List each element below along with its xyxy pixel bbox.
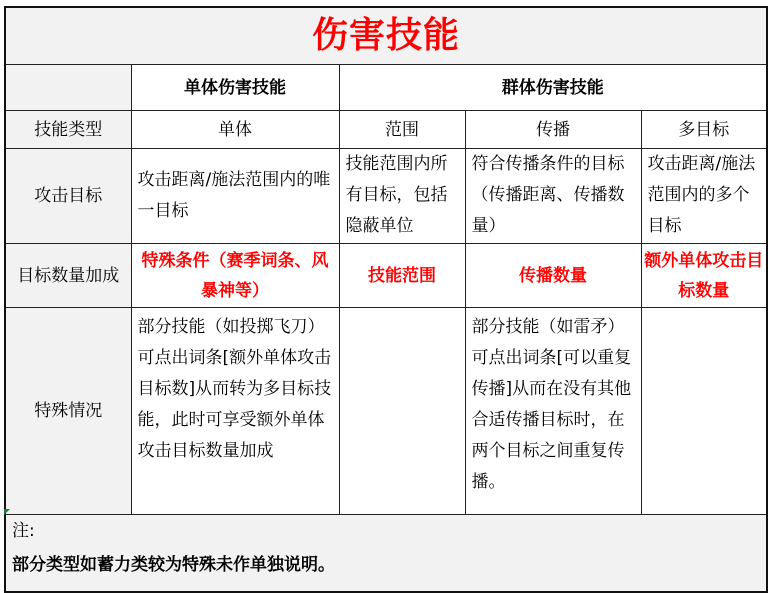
note-text: 部分类型如蓄力类较为特殊未作单独说明。 — [12, 555, 335, 575]
special-range-cell[interactable] — [339, 308, 465, 515]
target-row-label[interactable]: 攻击目标 — [5, 149, 131, 244]
target-multi: 攻击距离/施法范围内的多个目标 — [647, 154, 756, 236]
target-range: 技能范围内所有目标，包括隐蔽单位 — [345, 154, 448, 236]
page-title: 伤害技能 — [312, 15, 461, 56]
type-single[interactable]: 单体 — [131, 111, 339, 149]
special-multi-cell[interactable] — [641, 308, 767, 515]
special-row — [5, 308, 767, 515]
target-range-cell[interactable] — [339, 149, 465, 244]
title-row — [5, 7, 767, 65]
count-bonus-row — [5, 244, 767, 308]
target-row — [5, 149, 767, 244]
target-multi-cell[interactable] — [641, 149, 767, 244]
note-cell[interactable] — [5, 515, 767, 593]
count-bonus-range: 技能范围 — [368, 265, 436, 286]
corner-cell[interactable] — [5, 65, 131, 111]
special-row-label[interactable]: 特殊情况 — [5, 308, 131, 515]
count-bonus-single: 特殊条件（赛季词条、风暴神等） — [141, 250, 329, 301]
note-label: 注: — [12, 521, 35, 541]
type-spread[interactable]: 传播 — [465, 111, 641, 149]
group-header-row — [5, 65, 767, 111]
count-bonus-row-label[interactable]: 目标数量加成 — [5, 244, 131, 308]
type-row-label[interactable]: 技能类型 — [5, 111, 131, 149]
target-spread-cell[interactable] — [465, 149, 641, 244]
count-bonus-spread-cell[interactable] — [465, 244, 641, 308]
group-group-header[interactable]: 群体伤害技能 — [339, 65, 767, 111]
type-row — [5, 111, 767, 149]
note-row — [5, 515, 767, 593]
type-multi[interactable]: 多目标 — [641, 111, 767, 149]
special-spread-cell[interactable] — [465, 308, 641, 515]
count-bonus-multi: 额外单体攻击目标数量 — [644, 250, 764, 301]
special-single: 部分技能（如投掷飞刀）可点出词条[额外单体攻击目标数]从而转为多目标技能，此时可享受额外单体攻击目标数量加成 — [137, 317, 332, 461]
single-group-header[interactable]: 单体伤害技能 — [131, 65, 339, 111]
type-range[interactable]: 范围 — [339, 111, 465, 149]
count-bonus-multi-cell[interactable] — [641, 244, 767, 308]
title-cell[interactable] — [5, 7, 767, 65]
target-spread: 符合传播条件的目标（传播距离、传播数量） — [471, 154, 625, 236]
count-bonus-spread: 传播数量 — [519, 265, 587, 286]
cell-comment-marker-icon — [4, 509, 10, 515]
count-bonus-range-cell[interactable] — [339, 244, 465, 308]
special-single-cell[interactable] — [131, 308, 339, 515]
damage-skill-table — [4, 6, 768, 593]
special-spread: 部分技能（如雷矛）可点出词条[可以重复传播]从而在没有其他合适传播目标时，在两个目标之间重复传播。 — [471, 317, 632, 492]
target-single: 攻击距离/施法范围内的唯一目标 — [137, 170, 331, 221]
count-bonus-single-cell[interactable] — [131, 244, 339, 308]
target-single-cell[interactable] — [131, 149, 339, 244]
